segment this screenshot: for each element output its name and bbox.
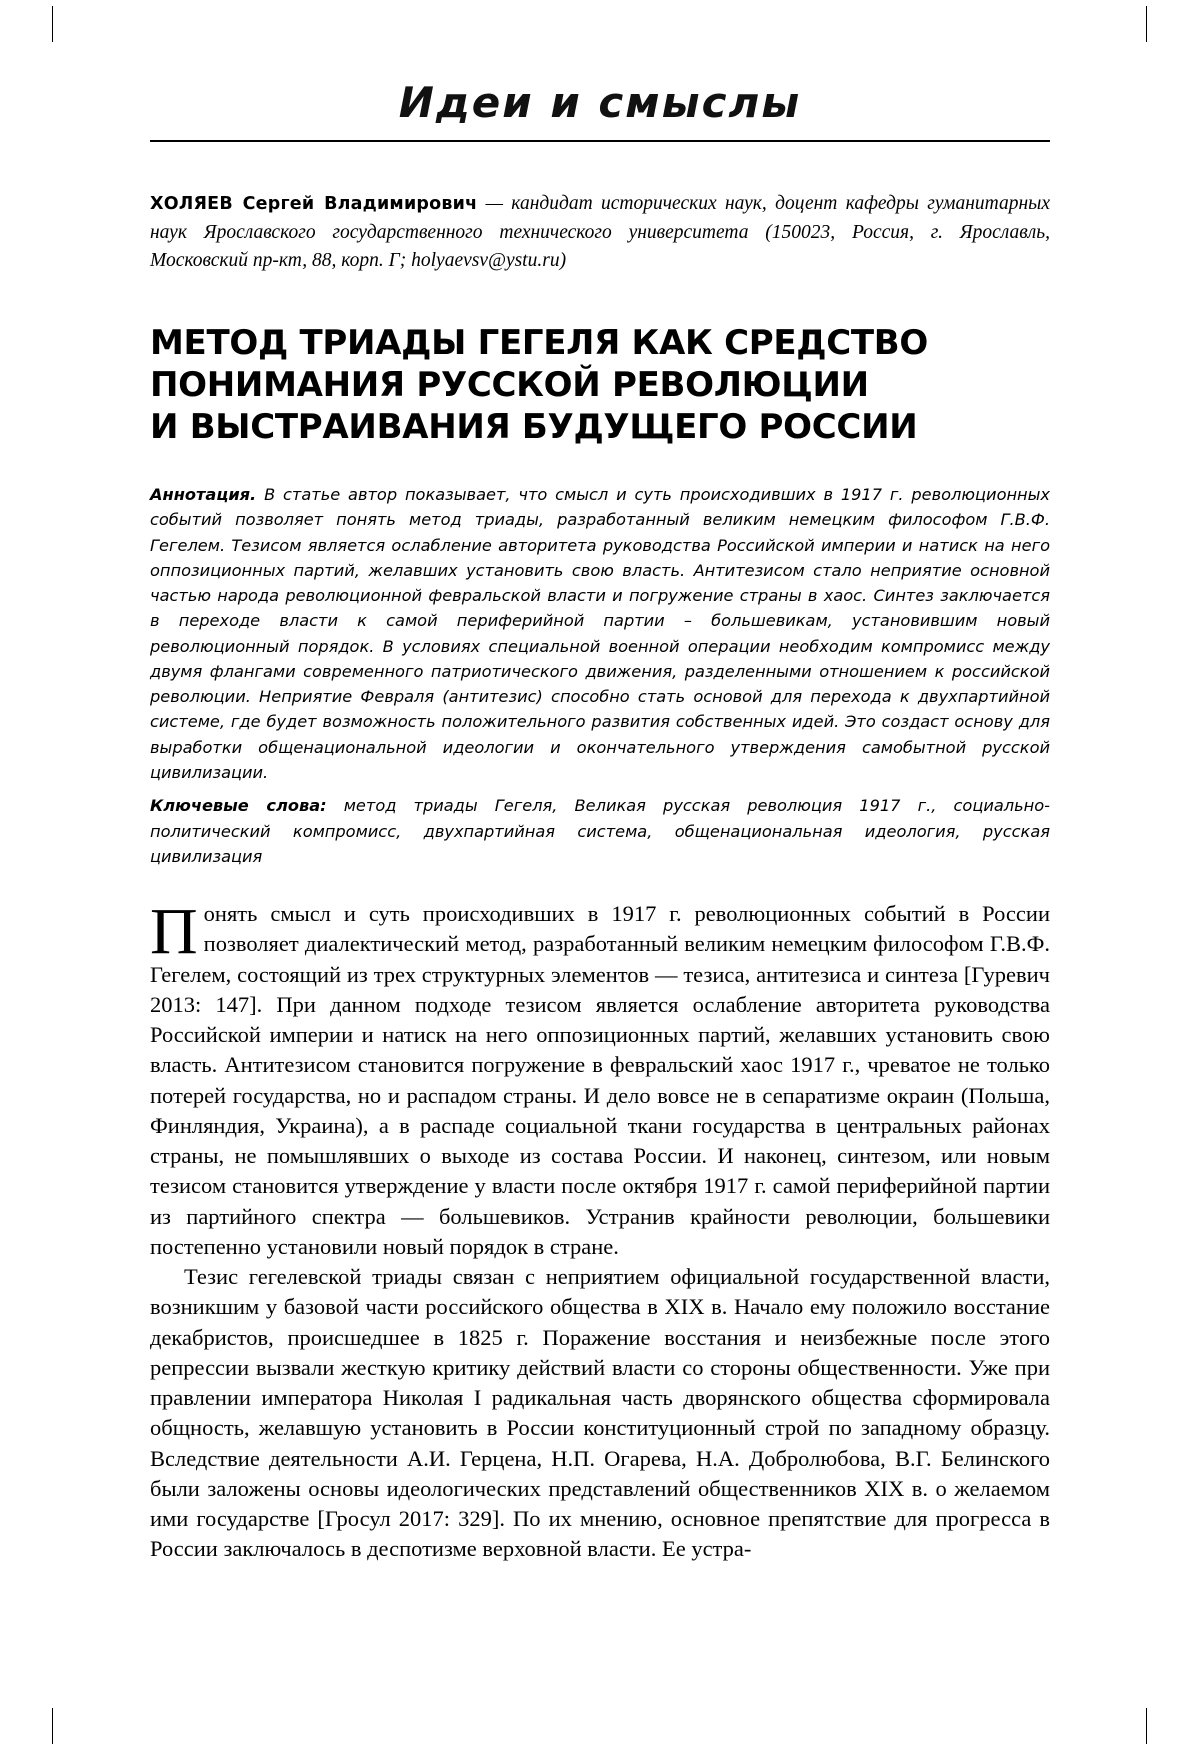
header-rule (150, 140, 1050, 142)
keywords-label: Ключевые слова: (150, 796, 327, 816)
author-block (150, 190, 1050, 275)
article-body (150, 895, 1050, 1565)
journal-title: Идеи и смыслы (398, 78, 802, 127)
body-paragraph-2: Тезис гегелевской триады связан с неприятием официальной государственной власти, возникшим у базовой части российского общества в XIX в. Начало ему положило восстание декабристов, происшедшее в 1825 г. Поражение восстания и неизбежные после этого репрессии вызвали жесткую критику действий власти со стороны общественности. Уже при правлении императора Николая I радикальная часть дворянского общества сформировала общность, желавшую установить в России конституционный строй по западному образцу. Вследствие деятельности А.И. Герцена, Н.П. Огарева, Н.А. Добролюбова, В.Г. Белинского были заложены основы идеологических представлений общественников XIX в. о желаемом ими государстве [Гросул 2017: 329]. По их мнению, основное препятствие для прогресса в России заключалось в деспотизме верховной власти. Ее устра- (150, 1264, 1050, 1562)
author-name: ХОЛЯЕВ Сергей Владимирович (150, 194, 478, 215)
keywords-text: метод триады Гегеля, Великая русская революция 1917 г., социально-политический компромисс, двухпартийная система, общенациональная идеология, русская цивилизация (150, 796, 1050, 866)
abstract-text: В статье автор показывает, что смысл и суть происходивших в 1917 г. революционных событий позволяет понять метод триады, разработанный великим немецким философом Г.В.Ф. Гегелем. Тезисом является ослабление авторитета руководства Российской империи и натиск на него оппозиционных партий, желавших установить свою власть. Антитезисом стало неприятие основной частью народа революционной февральской власти и погружение страны в хаос. Синтез заключается в переходе власти к самой периферийной партии – большевикам, установившим новый революционный порядок. В условиях специальной военной операции необходим компромисс между двумя флангами современного патриотического движения, разделенными отношением к российской революции. Неприятие Февраля (антитезис) способно стать основой для перехода к двухпартийной системе, где будет возможность положительного развития собственных идей. Это создаст основу для выработки общенациональной идеологии и окончательного утверждения самобытной русской цивилизации. (150, 485, 1050, 782)
crop-mark-top-left (52, 6, 53, 42)
abstract (150, 482, 1050, 785)
crop-mark-bottom-right (1146, 1708, 1147, 1744)
article-title-line-1: МЕТОД ТРИАДЫ ГЕГЕЛЯ КАК СРЕДСТВО (150, 322, 929, 363)
page-title (150, 322, 1050, 448)
author-affiliation: — кандидат исторических наук, доцент кафедры гуманитарных наук Ярославского государственного технического университета (150023, Россия, г. Ярославль, Московский пр-кт, 88, корп. Г; holyaevsv@ystu.ru) (150, 193, 1050, 272)
body-paragraph-1: онять смысл и суть происходивших в 1917 г. революционных событий в России позволяет диалектический метод, разработанный великим немецким философом Г.В.Ф. Гегелем, состоящий из трех структурных элементов — тезиса, антитезиса и синтеза [Гуревич 2013: 147]. При данном подходе тезисом является ослабление авторитета руководства Российской империи и натиск на него оппозиционных партий, желавших установить свою власть. Антитезисом становится погружение в февральский хаос 1917 г., чреватое не только потерей государства, но и распадом страны. И дело вовсе не в сепаратизме окраин (Польша, Финляндия, Украина), а в распаде социальной ткани государства в центральных районах страны, не помышлявших о выходе из состава России. И наконец, синтезом, или новым тезисом становится утверждение у власти после октября 1917 г. самой периферийной партии из партийного спектра — большевиков. Устранив крайности революции, большевики постепенно установили новый порядок в стране. (150, 901, 1050, 1259)
page-content (150, 80, 1050, 1565)
abstract-label: Аннотация. (150, 485, 257, 505)
article-title-line-2: ПОНИМАНИЯ РУССКОЙ РЕВОЛЮЦИИ (150, 364, 869, 405)
article-title-line-3: И ВЫСТРАИВАНИЯ БУДУЩЕГО РОССИИ (150, 406, 918, 447)
crop-mark-top-right (1146, 6, 1147, 42)
body-paragraph-1-wrap (150, 895, 1050, 1262)
crop-mark-bottom-left (52, 1708, 53, 1744)
drop-cap: П (150, 895, 198, 969)
keywords (150, 793, 1050, 869)
